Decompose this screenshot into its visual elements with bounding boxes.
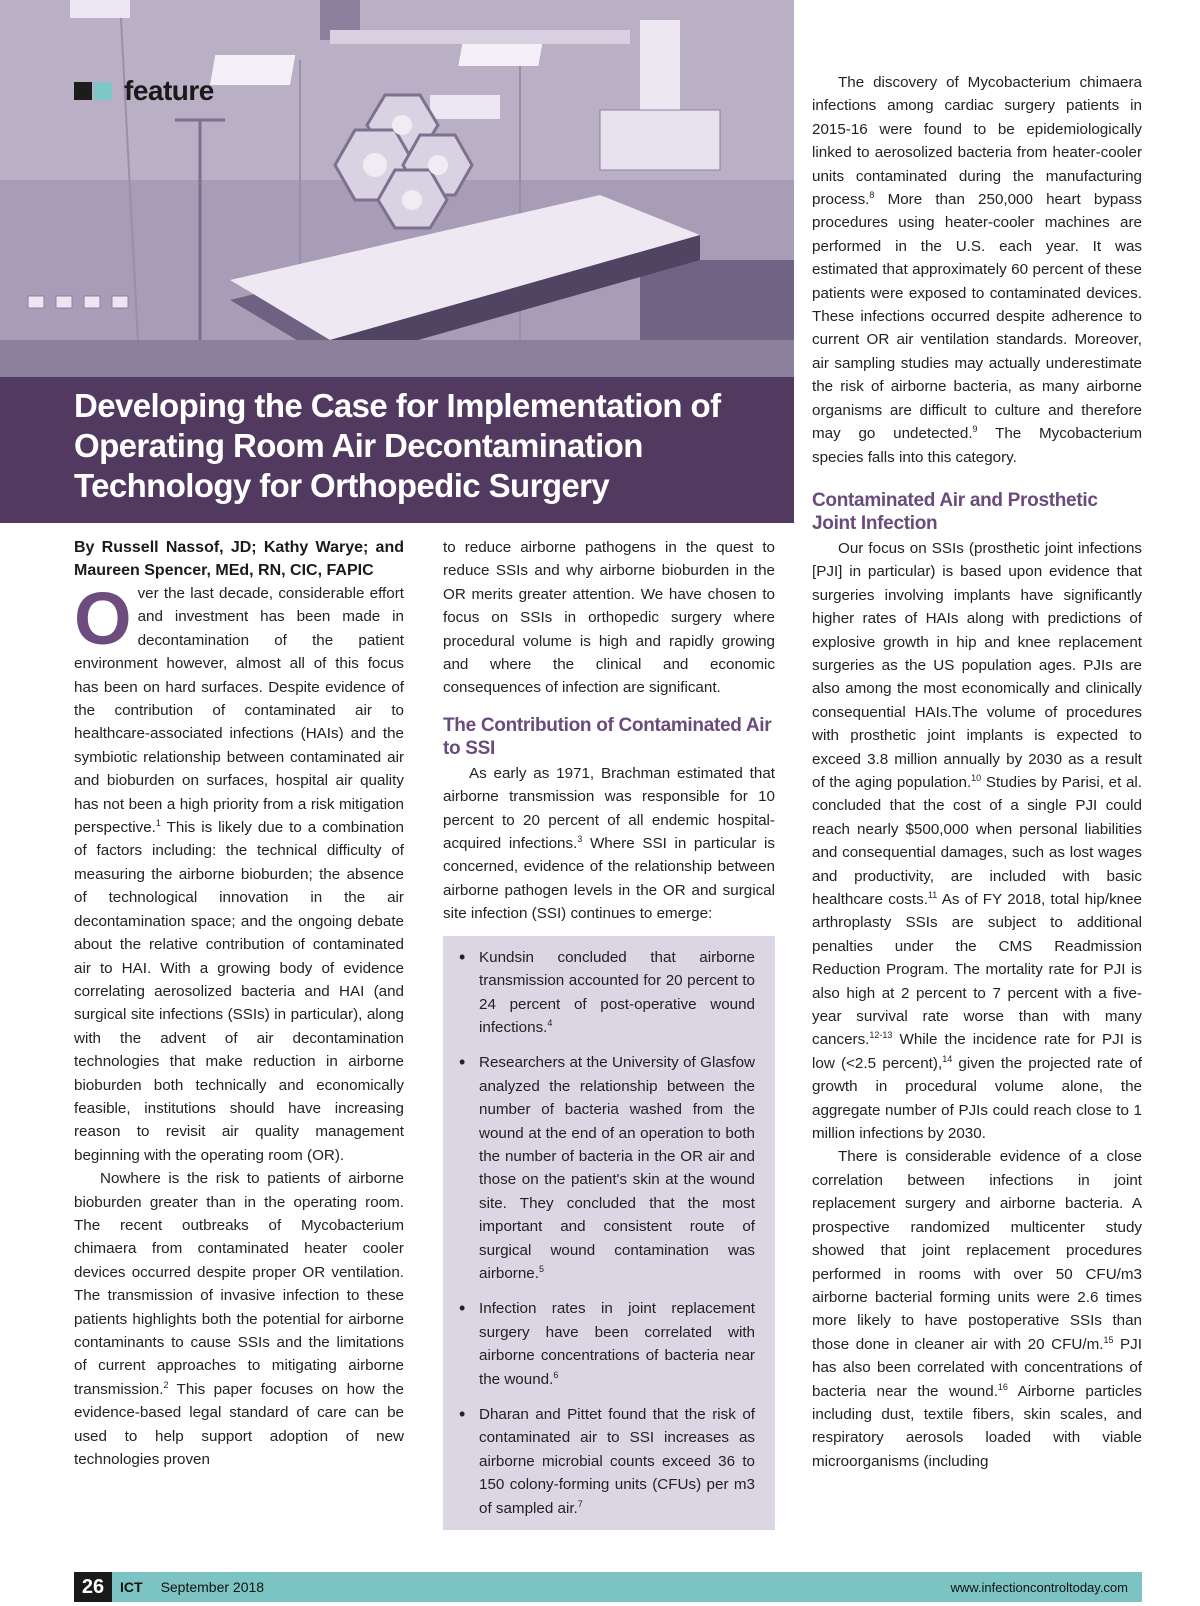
col3-text: PJI has also been correlated with concentrations of bacteria near the wound. — [812, 1335, 1142, 1400]
intro-text-cont: This is likely due to a combination of factors including: the technical difficulty of measuring the airborne bioburden; the absence of technological innovation in the air decontamination space; and the ongoing debate about the relative contribution of contaminated air to HAI. With a growing body of evidence correlating aerosolized bacteria and HAI (and surgical site infections (SSIs) in particular), along with the advent of air decontamination technologies that make reduction in airborne bioburden both technically and economically feasible, institutions should have increasing reason to revisit air quality management beginning with the operating room (OR). — [74, 819, 404, 1164]
column-1 — [74, 536, 404, 1471]
footnote-ref: 6 — [553, 1369, 559, 1380]
col3-text: While the incidence rate for PJI is low (<2.5 percent), — [812, 1031, 1142, 1072]
col3-text: There is considerable evidence of a close correlation between infections in joint replacement surgery and airborne bacteria. A prospective randomized multicenter study showed that joint replacement procedures performed in rooms with over 50 CFU/m3 airborne bacterial forming units were 2.6 times more likely to have postoperative SSIs than those done in cleaner air with 20 CFU/m. — [812, 1148, 1142, 1353]
evidence-box — [443, 936, 775, 1530]
col2-paragraph-2 — [443, 762, 775, 926]
col3-text: As of FY 2018, total hip/knee arthroplasty SSIs are subject to additional penalties under the CMS Readmission Reduction Program. The mortality rate for PJI is also high at 2 percent to 7 percent with a five-year survival rate worse than with many cancers. — [812, 891, 1143, 1049]
list-item-text: Dharan and Pittet found that the risk of contaminated air to SSI increases as airborne microbial counts exceed 36 to 150 colony-forming units (CFUs) per m3 of sampled air. — [479, 1406, 755, 1517]
section-heading-pji: Contaminated Air and Prosthetic Joint Infection — [812, 489, 1098, 534]
col3-paragraph-3 — [812, 1145, 1142, 1473]
evidence-list — [457, 946, 755, 1520]
footnote-ref: 8 — [869, 189, 875, 200]
col3-text: The discovery of Mycobacterium chimaera infections among cardiac surgery patients in 2015-16 were found to be epidemiologically linked to aerosolized bacteria from heater-cooler units contaminated during the manufacturing process. — [812, 74, 1142, 209]
column-3 — [812, 71, 1142, 1473]
footnote-ref: 7 — [577, 1498, 583, 1509]
feature-label: feature — [124, 75, 214, 106]
footnote-ref: 9 — [972, 424, 978, 435]
col3-paragraph-2 — [812, 537, 1142, 1146]
footnote-ref: 2 — [163, 1379, 169, 1390]
col2-paragraph-2-text: As early as 1971, Brachman estimated that airborne transmission was responsible for 10 percent to 20 percent of all endemic hospital-acquired infections. — [443, 764, 775, 853]
paragraph-2-text-cont: This paper focuses on how the evidence-based legal standard of care can be used to help support adoption of new technologies proven — [74, 1380, 404, 1469]
col3-text: The Mycobacterium species falls into this category. — [812, 425, 1142, 466]
section-heading-contribution: The Contribution of Contaminated Air to SSI — [443, 714, 772, 759]
col3-text: Airborne particles including dust, textile fibers, skin scales, and respiratory aerosols loaded with viable microorganisms (including — [812, 1382, 1142, 1470]
feature-tag — [74, 74, 214, 108]
feature-square-dark — [74, 82, 92, 100]
page-footer — [74, 1572, 1142, 1602]
col2-paragraph-1: to reduce airborne pathogens in the quest to reduce SSIs and why airborne bioburden in the OR merits greater attention. We have chosen to focus on SSIs in orthopedic surgery where procedural volume is high and rapidly growing and where the clinical and economic consequences of infection are significant. — [443, 539, 775, 697]
paragraph-2 — [74, 1167, 404, 1471]
footnote-ref: 11 — [927, 889, 938, 900]
list-item-text: Infection rates in joint replacement surgery have been correlated with airborne concentrations of bacteria near the wound. — [479, 1300, 755, 1388]
list-item-text: Kundsin concluded that airborne transmission accounted for 20 percent to 24 percent of post-operative wound infections. — [479, 948, 755, 1036]
website-link[interactable]: www.infectioncontroltoday.com — [950, 1579, 1128, 1595]
col3-paragraph-1 — [812, 71, 1142, 469]
article-title: Developing the Case for Implementation of Operating Room Air Decontamination Technology for Orthopedic Surgery — [74, 387, 721, 504]
footnote-ref: 12-13 — [869, 1030, 893, 1041]
list-item-text: Researchers at the University of Glasfow analyzed the relationship between the number of bacteria washed from the wound at the end of an operation to both the number of bacteria in the OR air and those on the patient's skin at the wound site. They concluded that the most important and consistent route of surgical wound contamination was airborne. — [479, 1054, 755, 1282]
footnote-ref: 3 — [577, 834, 583, 844]
footnote-ref: 14 — [942, 1053, 953, 1064]
intro-paragraph — [74, 577, 404, 1167]
dropcap: O — [74, 577, 132, 660]
list-item — [457, 1403, 755, 1520]
footnote-ref: 16 — [997, 1381, 1008, 1392]
footer-bar — [112, 1572, 1142, 1602]
col2-paragraph-2-text-cont: Where SSI in particular is concerned, evidence of the relationship between airborne pathogen levels in the OR and surgical site infection (SSI) continues to emerge: — [443, 835, 776, 923]
list-item — [457, 1051, 755, 1285]
col3-text: Studies by Parisi, et al. concluded that the cost of a single PJI could reach nearly $500,000 when personal liabilities and consequential damages, such as lost wages and productivity, are included with basic healthcare costs. — [812, 773, 1142, 908]
page-number: 26 — [74, 1572, 112, 1602]
footnote-ref: 10 — [971, 772, 982, 783]
col3-text: given the projected rate of growth in procedural volume alone, the aggregate number of PJIs could reach close to 1 million infections by 2030. — [812, 1054, 1142, 1143]
col3-text: Our focus on SSIs (prosthetic joint infections [PJI] in particular) is based upon evidence that surgeries involving implants have significantly higher rates of HAIs along with predictions of explosive growth in hip and knee replacement surgeries as the US population ages. PJIs are also among the most economically and clinically consequential HAIs.The volume of procedures with prosthetic joint implants is expected to exceed 3.8 million annually by 2030 as a result of the aging population. — [812, 539, 1142, 791]
column-2 — [443, 536, 775, 1530]
col3-text: More than 250,000 heart bypass procedures using heater-cooler machines are performed in the U.S. each year. It was estimated that approximately 60 percent of these patients were exposed to contaminated devices. These infections occurred despite adherence to current OR air ventilation standards. Moreover, air sampling studies may actually underestimate the risk of airborne bacteria, as many airborne organisms are difficult to culture and therefore may go undetected. — [812, 191, 1142, 443]
feature-square-teal — [94, 82, 112, 100]
magazine-name: ICT — [120, 1579, 143, 1595]
list-item — [457, 1297, 755, 1391]
list-item — [457, 946, 755, 1040]
footnote-ref: 15 — [1103, 1334, 1114, 1345]
issue-date: September 2018 — [160, 1579, 265, 1595]
byline: By Russell Nassof, JD; Kathy Warye; and Maureen Spencer, MEd, RN, CIC, FAPIC — [74, 539, 404, 579]
intro-text: ver the last decade, considerable effort and investment has been made in decontamination of the patient environment however, almost all of this focus has been on hard surfaces. Despite evidence of the contribution of contaminated air to healthcare-associated infections (HAIs) and the symbiotic relationship between contaminated air and bioburden on surfaces, hospital air quality has not been a high priority from a risk mitigation perspective. — [74, 585, 404, 837]
footnote-ref: 5 — [538, 1263, 544, 1274]
footnote-ref: 4 — [547, 1017, 553, 1028]
paragraph-2-text: Nowhere is the risk to patients of airborne bioburden greater than in the operating room. The recent outbreaks of Mycobacterium chimaera from contaminated heater cooler devices occurred despite proper OR ventilation. The transmission of invasive infection to these patients highlights both the potential for airborne contaminants to cause SSIs and the limitations of current approaches to mitigating airborne transmission. — [74, 1170, 404, 1398]
footnote-ref: 1 — [155, 818, 161, 828]
